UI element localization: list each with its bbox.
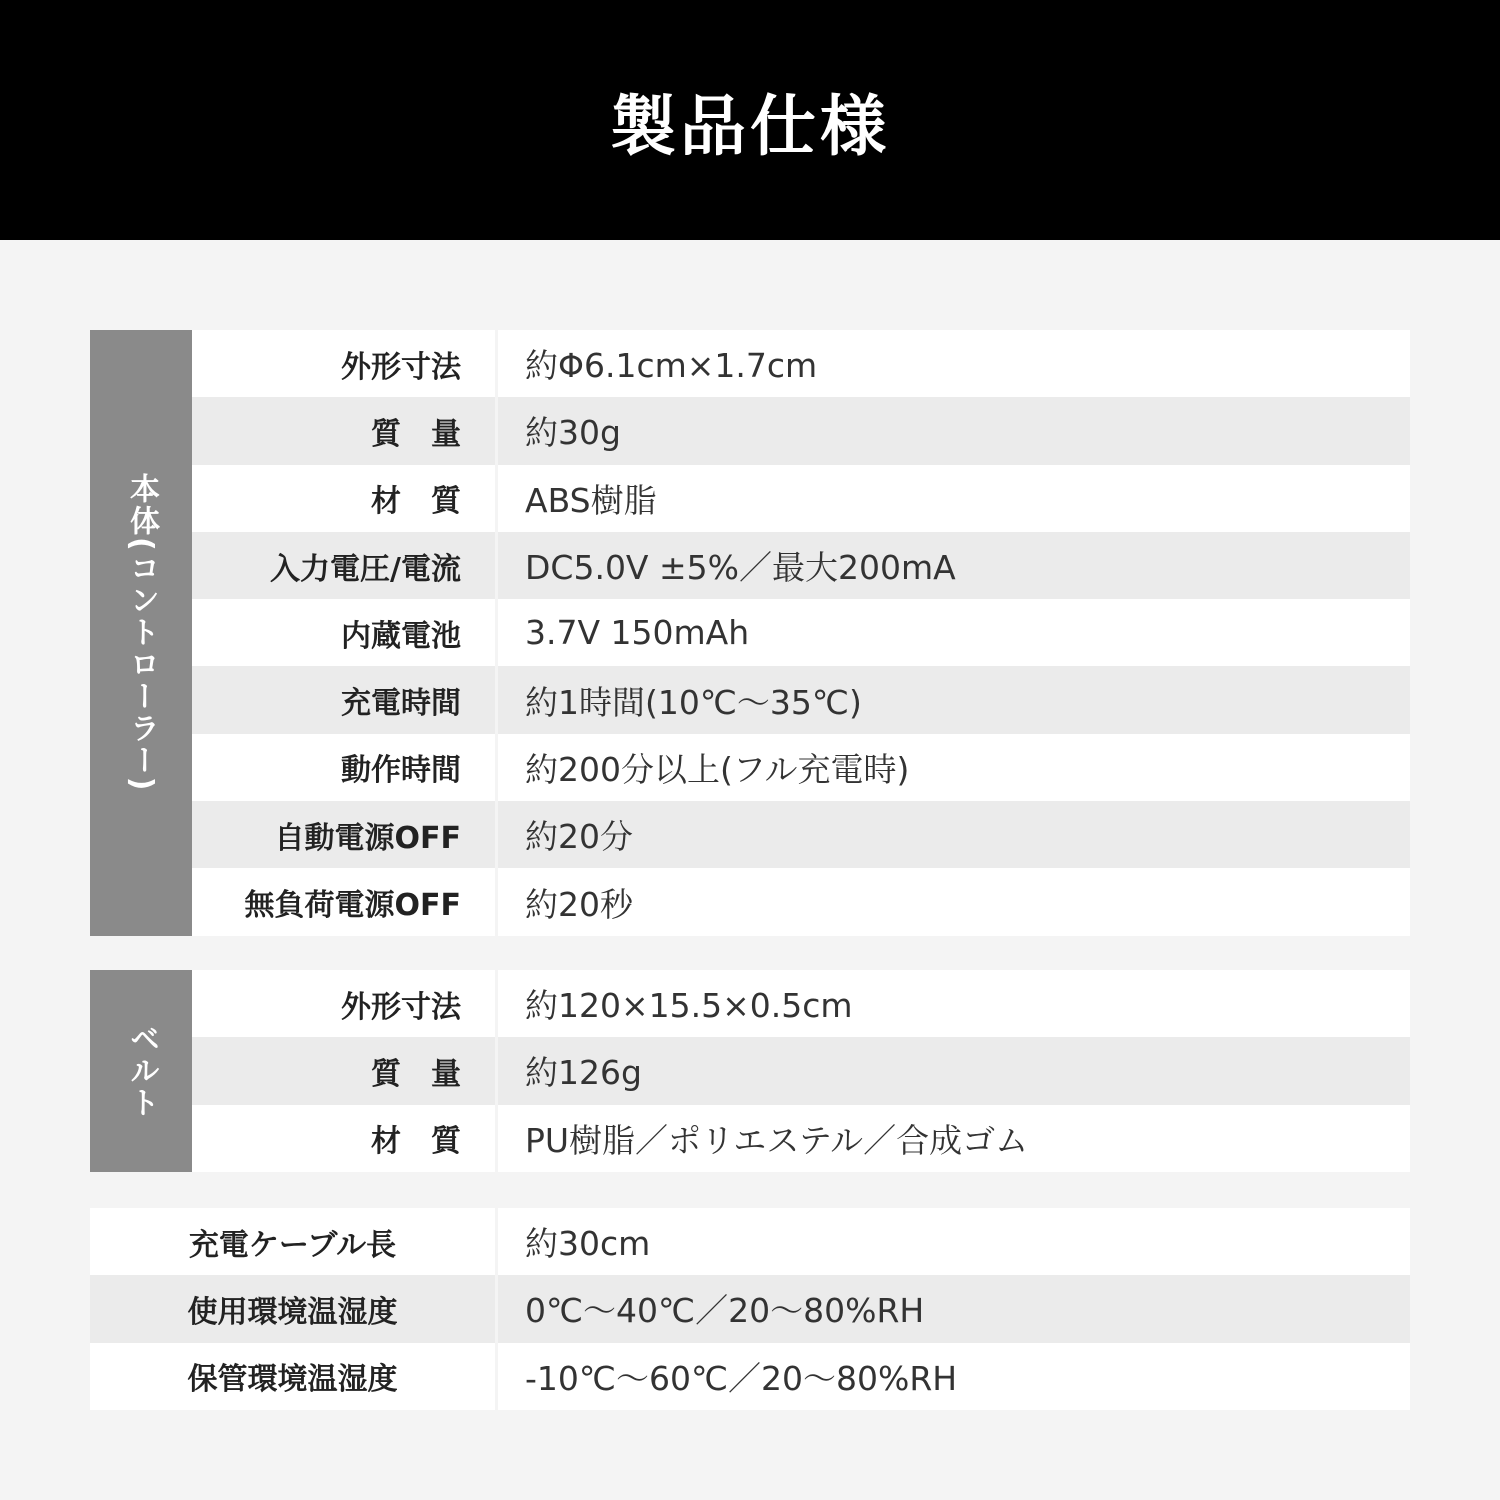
spec-label: 無負荷電源OFF — [192, 868, 495, 935]
section-label-text: ベルト — [124, 1023, 159, 1119]
spec-value: PU樹脂／ポリエステル／合成ゴム — [498, 1105, 1410, 1172]
spec-row — [192, 330, 1410, 397]
spec-label: 外形寸法 — [192, 970, 495, 1037]
spec-label: 充電ケーブル長 — [90, 1208, 495, 1275]
spec-label: 保管環境温湿度 — [90, 1343, 495, 1410]
spec-label: 外形寸法 — [192, 330, 495, 397]
spec-label: 入力電圧/電流 — [192, 532, 495, 599]
spec-table-controller — [90, 330, 1410, 936]
spec-row — [90, 1275, 1410, 1342]
spec-label: 質 量 — [192, 397, 495, 464]
spec-label: 内蔵電池 — [192, 599, 495, 666]
spec-row — [192, 1105, 1410, 1172]
spec-row — [192, 599, 1410, 666]
spec-table-misc — [90, 1208, 1410, 1410]
section-label-text: 本体(コントローラー) — [124, 473, 159, 793]
spec-row — [192, 465, 1410, 532]
spec-value: ABS樹脂 — [498, 465, 1410, 532]
spec-label: 充電時間 — [192, 666, 495, 733]
spec-row — [192, 1037, 1410, 1104]
spec-value: 約126g — [498, 1037, 1410, 1104]
spec-value: 約20分 — [498, 801, 1410, 868]
spec-row — [192, 868, 1410, 935]
spec-value: 約Φ6.1cm×1.7cm — [498, 330, 1410, 397]
spec-row — [90, 1343, 1410, 1410]
spec-value: 約20秒 — [498, 868, 1410, 935]
page-title: 製品仕様 — [610, 87, 890, 165]
spec-value: DC5.0V ±5%／最大200mA — [498, 532, 1410, 599]
spec-value: -10℃〜60℃／20〜80%RH — [498, 1343, 1410, 1410]
spec-label: 使用環境温湿度 — [90, 1275, 495, 1342]
spec-row — [192, 397, 1410, 464]
spec-value: 約30cm — [498, 1208, 1410, 1275]
spec-label: 材 質 — [192, 1105, 495, 1172]
spec-value: 0℃〜40℃／20〜80%RH — [498, 1275, 1410, 1342]
spec-row — [90, 1208, 1410, 1275]
section-label-belt — [90, 970, 192, 1172]
spec-row — [192, 970, 1410, 1037]
spec-label: 動作時間 — [192, 734, 495, 801]
spec-table-belt — [90, 970, 1410, 1172]
spec-row — [192, 734, 1410, 801]
spec-value: 約200分以上(フル充電時) — [498, 734, 1410, 801]
spec-row — [192, 666, 1410, 733]
spec-value: 3.7V 150mAh — [498, 599, 1410, 666]
page-header — [0, 0, 1500, 240]
spec-value: 約1時間(10℃〜35℃) — [498, 666, 1410, 733]
spec-row — [192, 801, 1410, 868]
spec-label: 自動電源OFF — [192, 801, 495, 868]
spec-value: 約30g — [498, 397, 1410, 464]
spec-label: 材 質 — [192, 465, 495, 532]
spec-label: 質 量 — [192, 1037, 495, 1104]
spec-row — [192, 532, 1410, 599]
spec-value: 約120×15.5×0.5cm — [498, 970, 1410, 1037]
section-label-controller — [90, 330, 192, 936]
